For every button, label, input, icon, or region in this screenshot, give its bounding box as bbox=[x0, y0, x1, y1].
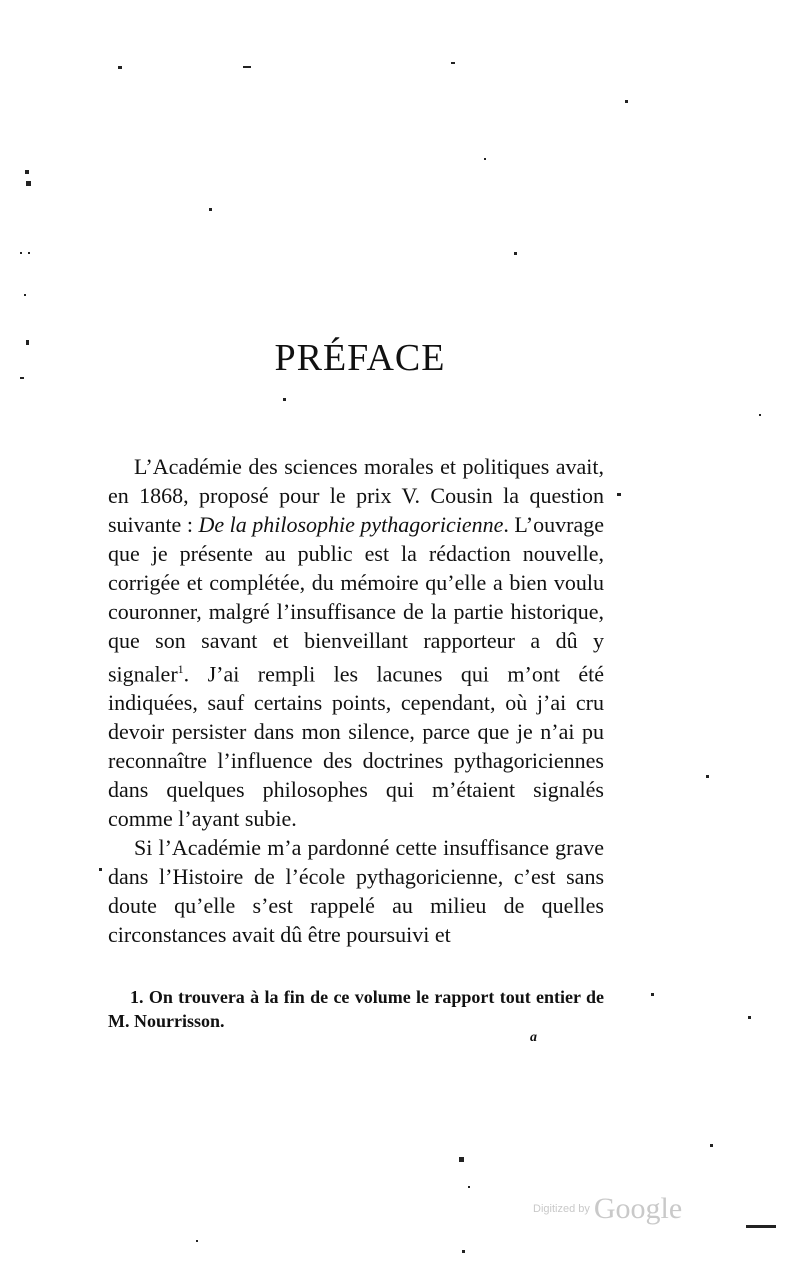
paragraph-1-start: L’Académie des sciences morales et politiques avait, en 1868, proposé pour le prix V. Cousin la question suivante : bbox=[108, 454, 604, 537]
paragraph-2: Si l’Académie m’a pardonné cette insuffisance grave dans l’Histoire de l’école pythagoricienne, c’est sans doute qu’elle s’est rappelé au milieu de quelles circonstances avait dû être poursuivi et bbox=[108, 835, 604, 948]
footnote bbox=[108, 985, 604, 1033]
digitized-watermark bbox=[533, 1192, 682, 1226]
page-title: PRÉFACE bbox=[274, 337, 446, 379]
paragraph-1-end: . J’ai rempli les lacunes qui m’ont été indiquées, sauf certains points, cependant, où j’ai cru devoir persister dans mon silence, parce que je n’ai pu reconnaître l’influence des doctrines pythagoriciennes dans quelques philosophes qui m’étaient signalés comme l’ayant subie. bbox=[108, 661, 604, 832]
paragraph-1-middle: . L’ouvrage que je présente au public est la rédaction nouvelle, corrigée et complétée, du mémoire qu’elle a bien voulu couronner, malgré l’insuffisance de la partie historique, que son savant et bienveillant rapporteur a dû y signaler bbox=[108, 512, 604, 687]
footnote-reference: 1 bbox=[177, 662, 184, 676]
signature-mark: a bbox=[530, 1030, 537, 1045]
book-title-italic: De la philosophie pythagoricienne bbox=[198, 512, 504, 537]
watermark-prefix: Digitized by bbox=[533, 1203, 590, 1215]
footnote-text: 1. On trouvera à la fin de ce volume le rapport tout entier de M. Nourrisson. bbox=[108, 987, 604, 1031]
watermark-brand: Google bbox=[593, 1192, 683, 1225]
paragraph-1 bbox=[108, 452, 604, 833]
preface-body bbox=[108, 452, 604, 949]
